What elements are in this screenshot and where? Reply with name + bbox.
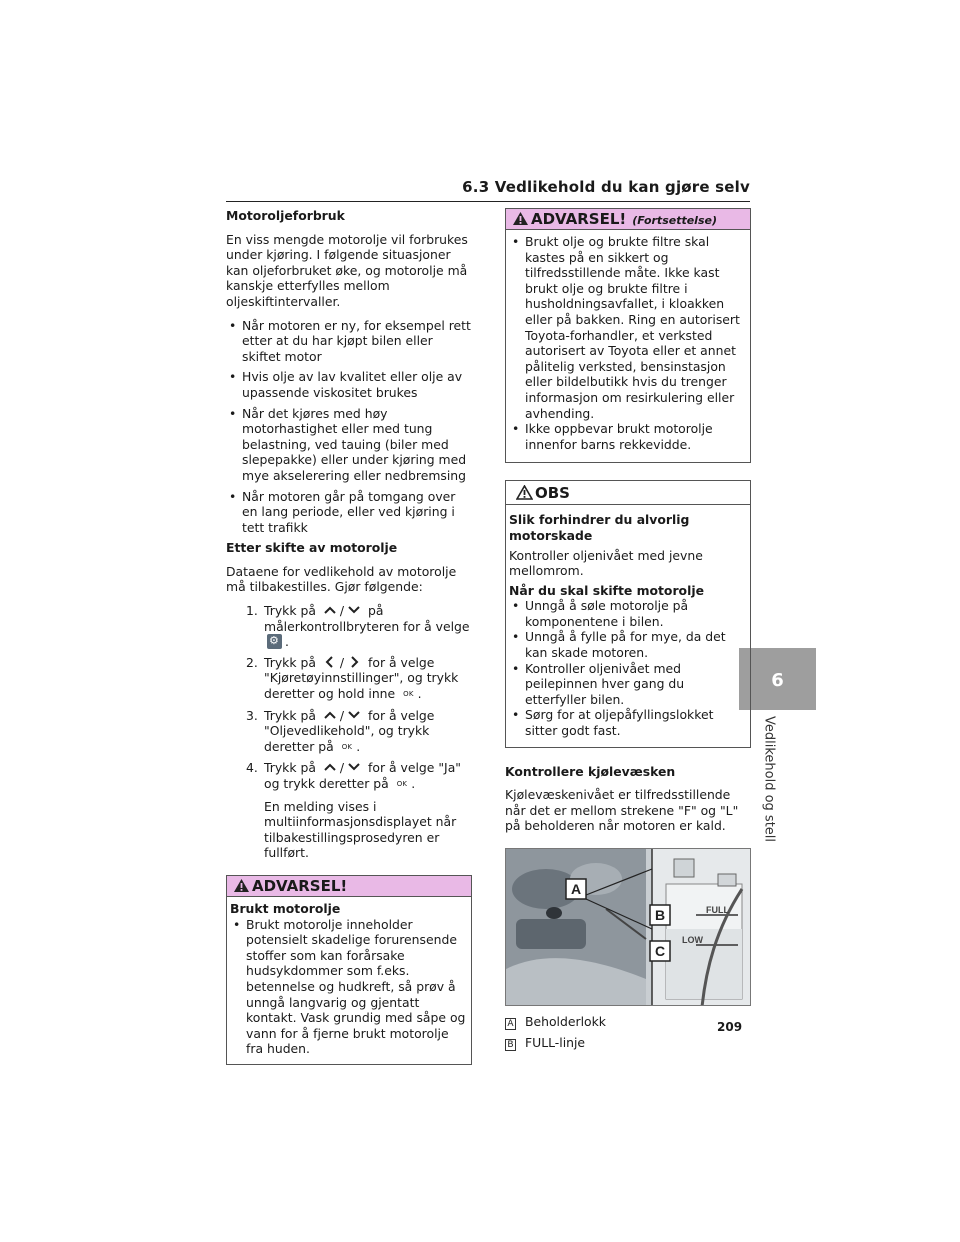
list-item: • Når motoren er ny, for eksempel rett etter at du har kjøpt bilen eller skiftet motor: [226, 318, 472, 365]
ok-icon: OK: [396, 780, 408, 788]
chevron-down-icon: [347, 761, 361, 773]
ok-icon: OK: [403, 690, 414, 699]
left-column: [226, 208, 472, 1065]
warning-continued-header: ADVARSEL! (Fortsettelse): [506, 209, 750, 230]
paragraph-reset: Dataene for vedlikehold av motorolje må tilbakestilles. Gjør følgende:: [226, 563, 457, 595]
heading-oil-consumption: Motoroljeforbruk: [226, 208, 345, 223]
chevron-right-icon: [347, 656, 361, 668]
paragraph-coolant: Kjølevæskenivået er tilfredsstillende når det er mellom strekene "F" og "L" på beholderen når motoren er kald.: [505, 787, 739, 834]
warning-box: [226, 875, 472, 1065]
paragraph-oil-consumption: En viss mengde motorolje vil forbrukes under kjøring. I følgende situasjoner kan oljeforbruket øke, og motorolje må kanskje etterfylles mellom oljeskiftintervaller.: [226, 231, 468, 309]
step-2: 2. Trykk på / for å velge "Kjøretøyinnstillinger", og trykk deretter og hold inne OK .: [246, 654, 459, 702]
legend-item-b: B FULL-linje: [505, 1035, 751, 1051]
warning-continued-list: [509, 234, 747, 452]
engine-bay-illustration: [506, 849, 751, 1006]
warning-list: [230, 917, 468, 1057]
notice-icon: [516, 485, 533, 500]
notice-list: [509, 598, 747, 738]
warning-triangle-icon: [233, 878, 250, 893]
chevron-up-icon: [323, 604, 337, 616]
page-number: 209: [717, 1020, 743, 1034]
warning-header: ADVARSEL!: [227, 876, 471, 897]
list-item: • Brukt olje og brukte filtre skal kastes på en sikkert og tilfredsstillende måte. Ikke kast brukt olje og brukte filtre i husholdningsavfallet, i kloakken eller på bakken. Ring en autorisert Toyota-forhandler, et verksted autorisert av Toyota eller et annet pålitelig verksted, bensinstasjon eller bildelbutikk hvis du trenger informasjon om resirkulering eller avhending.: [509, 234, 747, 421]
notice-paragraph: Kontroller oljenivået med jevne mellomrom.: [509, 547, 703, 579]
warning-heading: Brukt motorolje: [230, 900, 341, 916]
legend-item-a: A Beholderlokk: [505, 1014, 751, 1030]
warning-body: [227, 897, 471, 1064]
list-item: • Kontroller oljenivået med peilepinnen hver gang du etterfyller bilen.: [509, 661, 747, 708]
chevron-up-icon: [323, 709, 337, 721]
warning-triangle-icon: [512, 211, 529, 226]
notice-heading-1: Slik forhindrer du alvorlig motorskade: [509, 512, 690, 543]
section-title: 6.3 Vedlikehold du kan gjøre selv: [462, 178, 750, 196]
notice-body: [506, 505, 750, 746]
coolant-reservoir-image: [505, 848, 751, 1006]
notice-header: OBS: [506, 481, 750, 505]
ok-icon: OK: [341, 742, 353, 751]
list-item: • Unngå å fylle på for mye, da det kan skade motoren.: [509, 629, 747, 660]
warning-continued-box: [505, 208, 751, 463]
chevron-down-icon: [347, 709, 361, 721]
chevron-left-icon: [323, 656, 337, 668]
label-b: B: [654, 907, 666, 923]
full-mark: FULL: [706, 905, 729, 915]
label-c: C: [654, 943, 666, 959]
chevron-down-icon: [347, 604, 361, 616]
page-header: [226, 176, 750, 202]
low-mark: LOW: [682, 935, 703, 945]
list-item: • Ikke oppbevar brukt motorolje innenfor barns rekkevidde.: [509, 421, 747, 452]
notice-heading-2: Når du skal skifte motorolje: [509, 582, 704, 598]
step-4-note: En melding vises i multiinformasjonsdisplayet når tilbakestillingsprosedyren er fullført.: [264, 798, 457, 861]
step-1: 1. Trykk på / på målerkontrollbryteren for å velge ⚙.: [246, 603, 472, 650]
consumption-list: [226, 318, 472, 536]
warning-continued-body: [506, 230, 750, 462]
list-item: • Hvis olje av lav kvalitet eller olje av upassende viskositet brukes: [226, 369, 472, 400]
list-item: • Når det kjøres med høy motorhastighet eller med tung belastning, ved tauing (biler med slepepakke) eller under kjøring med mye akselerering eller nedbremsing: [226, 406, 472, 484]
label-a: A: [570, 881, 582, 897]
list-item: • Unngå å søle motorolje på komponentene i bilen.: [509, 598, 747, 629]
heading-after-oil-change: Etter skifte av motorolje: [226, 540, 398, 556]
legend-key: B: [505, 1039, 516, 1051]
step-3: 3. Trykk på / for å velge "Oljevedlikehold", og trykk deretter på OK .: [246, 707, 435, 754]
list-item: • Når motoren går på tomgang over en lang periode, eller ved kjøring i tett trafikk: [226, 489, 472, 536]
chapter-number: 6: [771, 670, 784, 691]
legend-key: A: [505, 1018, 516, 1030]
right-column: [505, 208, 751, 1056]
chevron-up-icon: [323, 761, 337, 773]
settings-gear-icon: [267, 634, 282, 649]
chapter-title: Vedlikehold og stell: [761, 715, 777, 842]
reset-steps: [226, 603, 472, 861]
heading-coolant: Kontrollere kjølevæsken: [505, 763, 676, 779]
list-item: • Brukt motorolje inneholder potensielt skadelige forurensende stoffer som kan forårsake hudsykdommer som f.eks. betennelse og hudkreft, så prøv å unngå langvarig og gjentatt kontakt. Vask grundig med såpe og vann for å fjerne brukt motorolje fra huden.: [230, 917, 468, 1057]
list-item: • Sørg for at oljepåfyllingslokket sitter godt fast.: [509, 707, 747, 738]
notice-box: [505, 480, 751, 747]
step-4: 4. Trykk på / for å velge "Ja" og trykk deretter på OK . En melding vises i multiinformasjonsdisplayet når tilbakestillingsprosedyren er fullført.: [246, 760, 472, 861]
